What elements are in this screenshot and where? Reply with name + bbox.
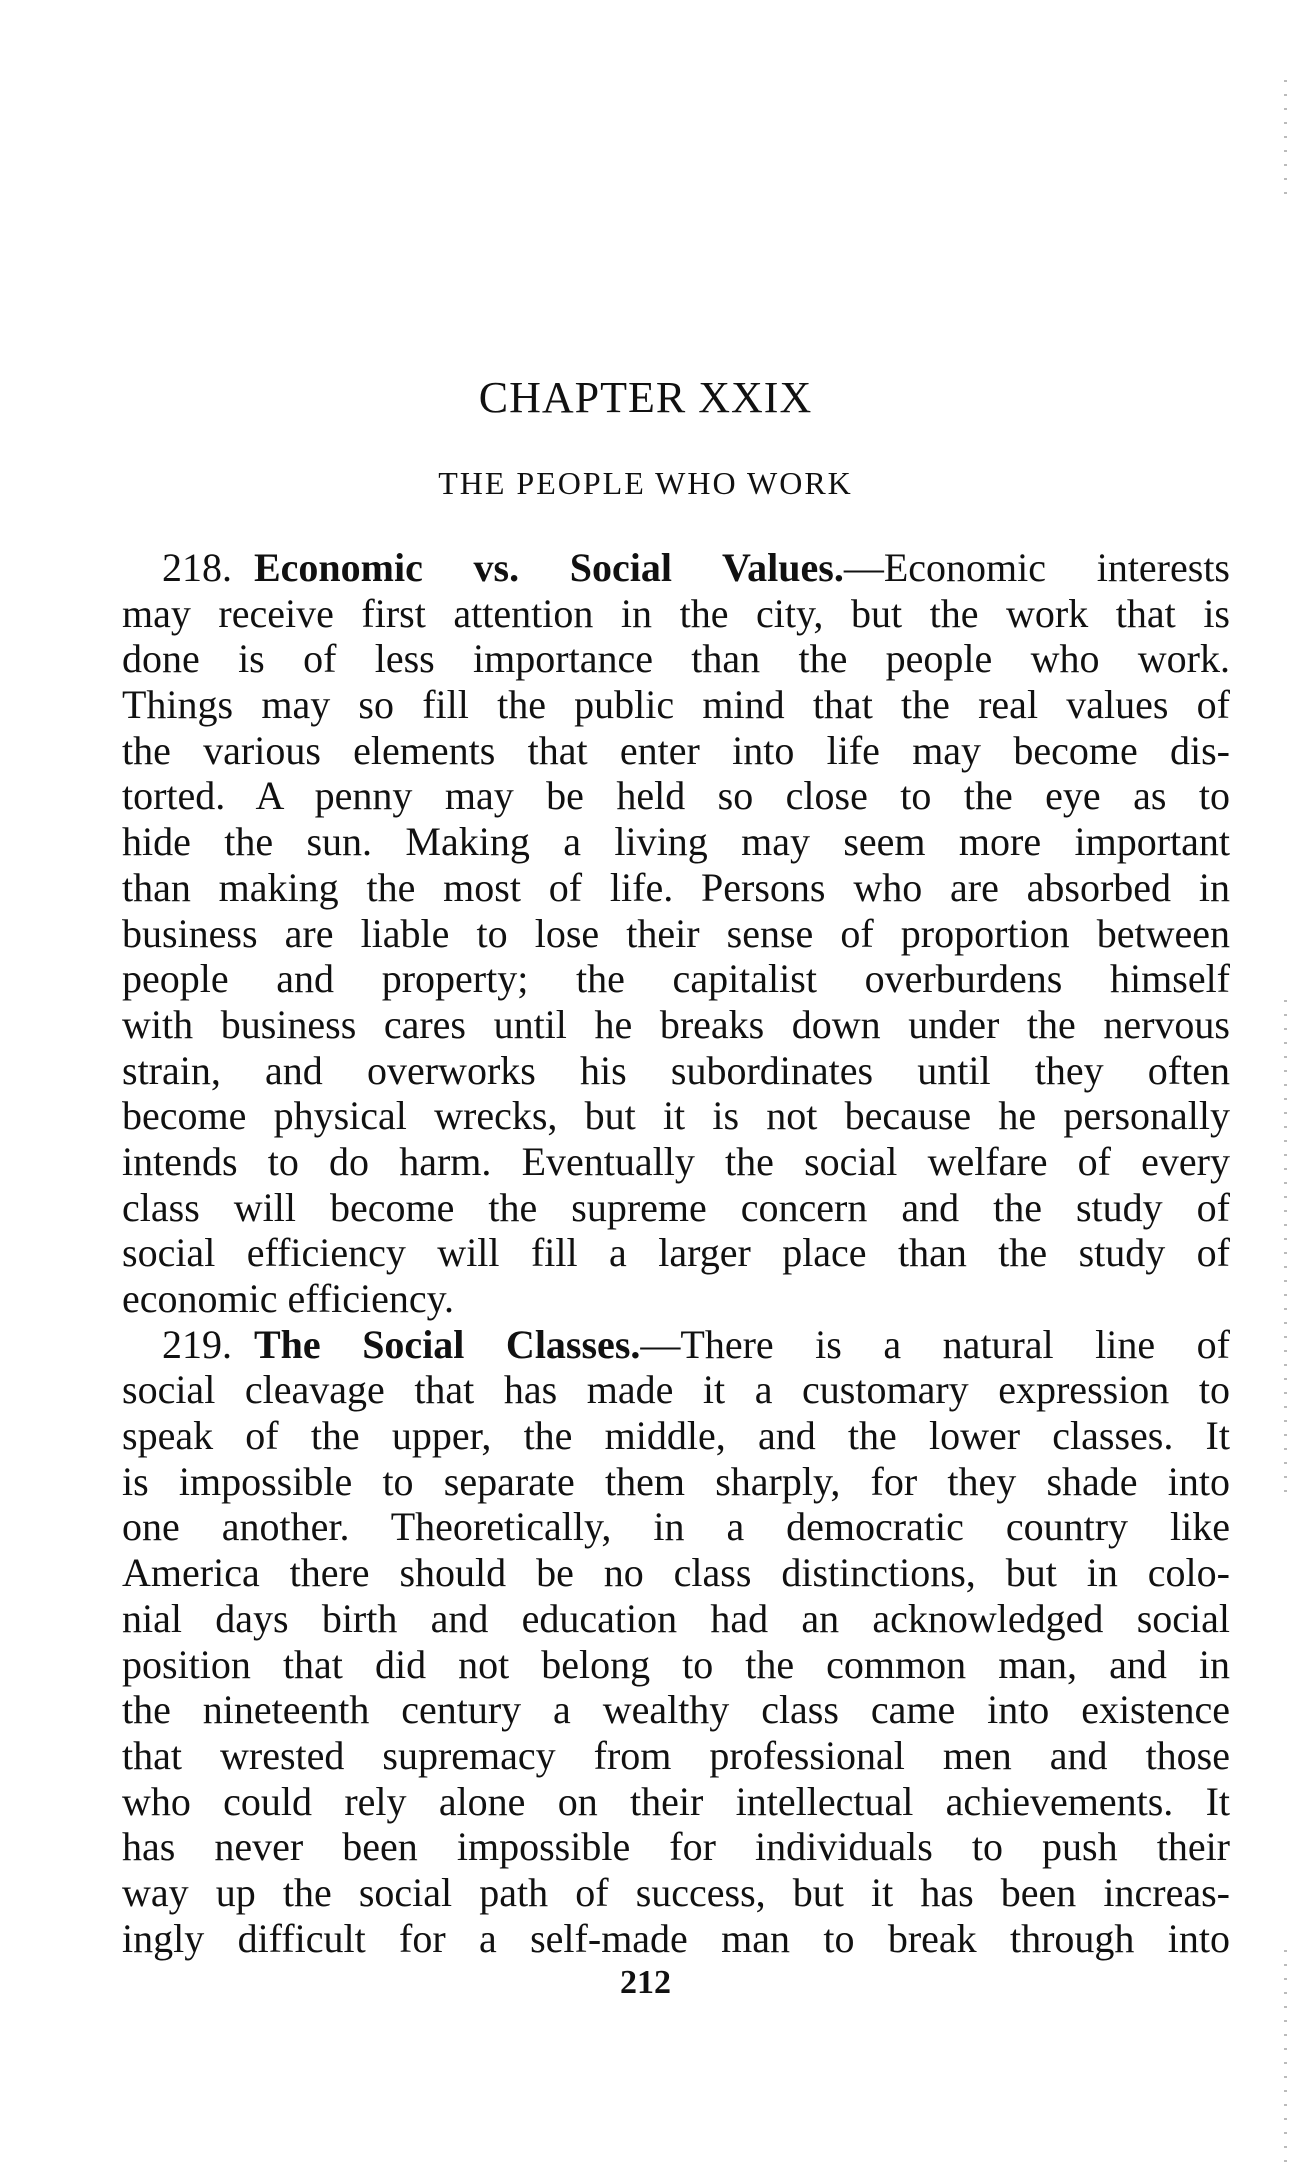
text-line: may receive first attention in the city, but the work that is [122,590,1230,636]
text-line: social efficiency will fill a larger place than the study of [122,1230,1230,1276]
page-edge-mark [1284,80,1287,200]
text-line: than making the most of life. Persons who are absorbed in [122,864,1230,910]
text-line: become physical wrecks, but it is not because he personally [122,1093,1230,1139]
chapter-subtitle: THE PEOPLE WHO WORK [438,465,853,501]
section-number: 219. [162,1321,232,1367]
body-text [122,545,1230,1961]
section-number: 218. [162,545,232,590]
text-line: way up the social path of success, but it has been increas- [122,1869,1230,1915]
text-line: economic efficiency. [122,1276,455,1321]
text-line: ingly difficult for a self-made man to break through into [122,1915,1230,1961]
text-line: torted. A penny may be held so close to the eye as to [122,773,1230,819]
text-line: class will become the supreme concern and the study of [122,1184,1230,1230]
text-line: who could rely alone on their intellectual achievements. It [122,1778,1230,1824]
text-line: business are liable to lose their sense of proportion between [122,910,1230,956]
text-line: strain, and overworks his subordinates until they often [122,1047,1230,1093]
text-line: intends to do harm. Eventually the social welfare of every [122,1138,1230,1184]
text-line: Things may so fill the public mind that the real values of [122,682,1230,728]
section-heading: Economic vs. Social Values. [254,545,844,590]
text-line: America there should be no class distinctions, but in colo- [122,1550,1230,1596]
section-heading: The Social Classes. [254,1321,641,1367]
text-line: position that did not belong to the common man, and in [122,1641,1230,1687]
section-first-line [122,545,1230,591]
section-first-line-text: —Economic interests [843,545,1230,590]
section-first-line-text: —There is a natural line of [640,1321,1230,1367]
text-line: has never been impossible for individuals to push their [122,1824,1230,1870]
text-line: the various elements that enter into life may become dis- [122,727,1230,773]
text-line: speak of the upper, the middle, and the lower classes. It [122,1413,1230,1459]
page-number: 212 [620,1964,671,2001]
text-line: that wrested supremacy from professional men and those [122,1732,1230,1778]
page-edge-mark [1284,1000,1287,1500]
text-line: hide the sun. Making a living may seem more important [122,819,1230,865]
section-218 [122,545,1230,1322]
chapter-title: CHAPTER XXIX [478,373,813,422]
section-lines [122,591,1230,1322]
section-first-line [122,1322,1230,1368]
text-line: one another. Theoretically, in a democratic country like [122,1504,1230,1550]
text-line: done is of less importance than the people who work. [122,636,1230,682]
text-line: is impossible to separate them sharply, for they shade into [122,1458,1230,1504]
section-219 [122,1322,1230,1962]
text-line: the nineteenth century a wealthy class came into existence [122,1687,1230,1733]
text-line: people and property; the capitalist overburdens himself [122,956,1230,1002]
section-lines [122,1367,1230,1961]
text-line: social cleavage that has made it a customary expression to [122,1367,1230,1413]
text-line: with business cares until he breaks down under the nervous [122,1001,1230,1047]
text-line: nial days birth and education had an acknowledged social [122,1595,1230,1641]
page-edge-mark [1284,1950,1287,2170]
